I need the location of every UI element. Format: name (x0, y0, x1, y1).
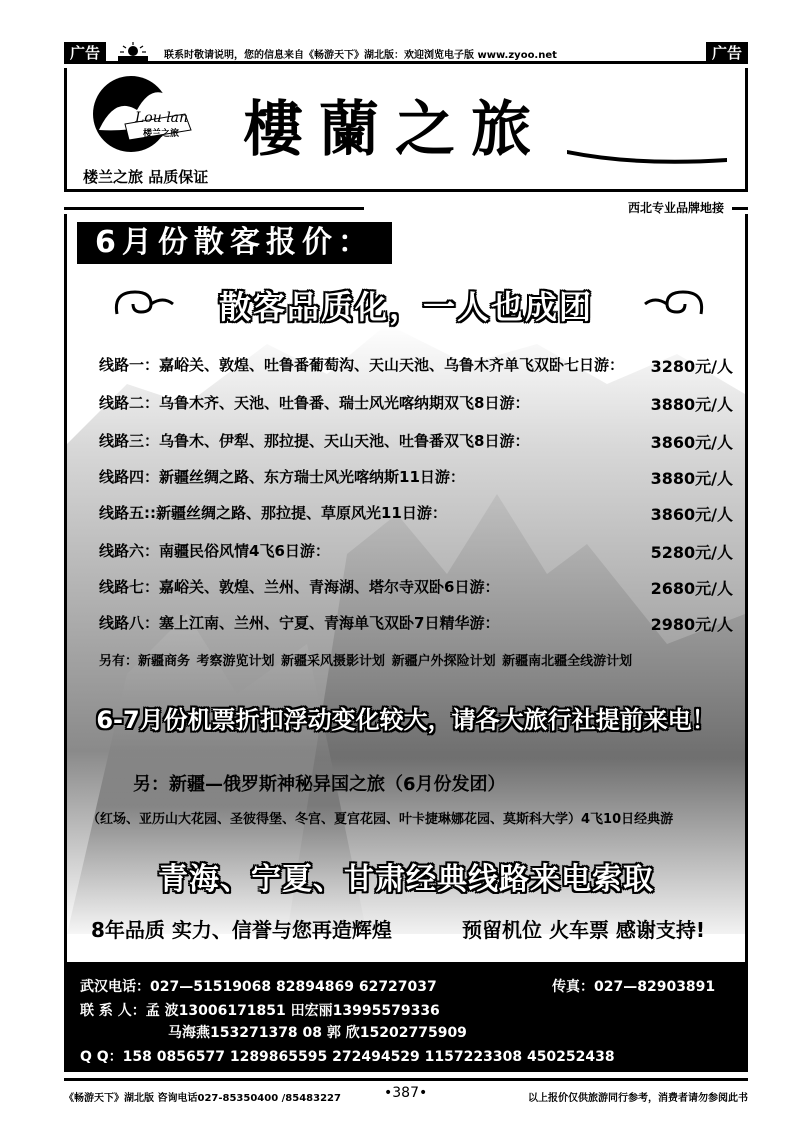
contact-qq: Q Q：158 0856577 1289865595 272494529 1157223308 450252438 (80, 1049, 615, 1065)
route-item (99, 540, 733, 564)
main-content (64, 214, 748, 966)
airfare-notice: 6-7月份机票折扣浮动变化较大，请各大旅行社提前来电！ (96, 706, 716, 734)
route-price: 2680元/人 (650, 579, 733, 598)
route-price: 3280元/人 (650, 357, 733, 376)
contact-phone: 武汉电话：027—51519068 82894869 62727037 (80, 979, 437, 995)
logo-subtext: 楼兰之旅 (143, 129, 180, 139)
top-strip (64, 42, 748, 64)
route-item (99, 576, 733, 600)
route-item (99, 502, 733, 526)
page-number: •387• (384, 1085, 428, 1101)
footer-publication: 《畅游天下》湖北版 咨询电话027-85350400 /85483227 (64, 1093, 341, 1104)
quality-slogan: 散客品质化，一人也成团 (218, 288, 593, 326)
russia-tour-title: 另：新疆—俄罗斯神秘异国之旅（6月份发团） (133, 774, 506, 795)
ad-label-right: 广告 (706, 42, 748, 64)
route-price: 3860元/人 (650, 433, 733, 452)
tagline: 西北专业品牌地接 (624, 199, 728, 216)
russia-tour-detail: （红场、亚历山大花园、圣彼得堡、冬宫、夏宫花园、叶卡捷琳娜花园、莫斯科大学）4飞10日经典游 (87, 812, 674, 827)
route-name: 线路一：嘉峪关、敦煌、吐鲁番葡萄沟、天山天池、乌鲁木齐单飞双卧七日游： (99, 356, 625, 374)
contact-person-1: 联 系 人：孟 波13006171851 田宏丽13995579336 (80, 1003, 440, 1019)
extra-plans: 另有：新疆商务 考察游览计划 新疆采风摄影计划 新疆户外探险计划 新疆南北疆全线游计划 (99, 654, 633, 669)
price-title: 6月份散客报价： (77, 222, 392, 264)
route-name: 线路七：嘉峪关、敦煌、兰州、青海湖、塔尔寺双卧6日游： (99, 578, 500, 596)
route-name: 线路三：乌鲁木、伊犁、那拉提、天山天池、吐鲁番双飞8日游： (99, 432, 530, 450)
route-name: 线路八：塞上江南、兰州、宁夏、青海单飞双卧7日精华游： (99, 614, 500, 632)
brand-title: 樓蘭之旅 (243, 95, 547, 165)
route-name: 线路四：新疆丝绸之路、东方瑞士风光喀纳斯11日游： (99, 468, 465, 486)
swoosh-icon (567, 130, 727, 166)
booking-note: 预留机位 火车票 感谢支持! (462, 918, 706, 942)
ad-label-left: 广告 (64, 42, 106, 64)
route-price: 3880元/人 (650, 395, 733, 414)
brand-header (64, 68, 748, 192)
footer-disclaimer: 以上报价仅供旅游同行参考，消费者请勿参阅此书 (528, 1093, 748, 1104)
logo-text: Lou lan (135, 110, 189, 126)
route-price: 2980元/人 (650, 615, 733, 634)
route-item (99, 354, 733, 378)
route-price: 5280元/人 (650, 543, 733, 562)
route-item (99, 392, 733, 416)
route-name: 线路六：南疆民俗风情4飞6日游： (99, 542, 330, 560)
swirl-right-icon (643, 286, 707, 320)
page-footer (64, 1078, 748, 1108)
contact-panel (64, 962, 748, 1072)
closing-slogan: 8年品质 实力、信誉与您再造辉煌 (91, 918, 392, 942)
route-item (99, 430, 733, 454)
route-item (99, 612, 733, 636)
route-price: 3860元/人 (650, 505, 733, 524)
route-name: 线路二：乌鲁木齐、天池、吐鲁番、瑞士风光喀纳期双飞8日游： (99, 394, 530, 412)
loulan-logo (85, 74, 205, 154)
publication-logo-icon (116, 42, 150, 62)
route-item (99, 466, 733, 490)
contact-person-2: 马海燕153271378 08 郭 欣15202775909 (168, 1025, 467, 1041)
contact-fax: 传真：027—82903891 (552, 979, 716, 995)
brand-slogan: 楼兰之旅 品质保证 (83, 168, 209, 186)
top-note: 联系时敬请说明，您的信息来自《畅游天下》湖北版：欢迎浏览电子版 www.zyoo.net (164, 50, 557, 61)
route-price: 3880元/人 (650, 469, 733, 488)
route-name: 线路五::新疆丝绸之路、那拉提、草原风光11日游： (99, 504, 447, 522)
classic-routes-banner: 青海、宁夏、甘肃经典线路来电索取 (158, 862, 654, 897)
